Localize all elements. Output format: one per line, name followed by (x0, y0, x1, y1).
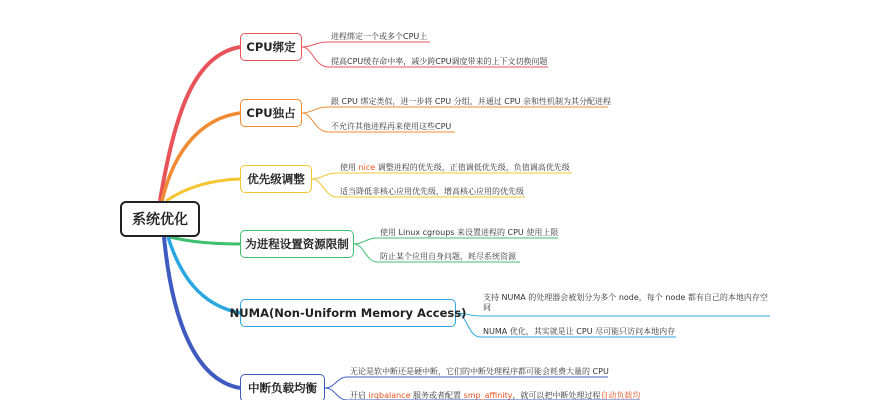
topic-numa[interactable]: NUMA(Non-Uniform Memory Access) (240, 299, 456, 327)
leaf-interrupt-2-post: ，就可以把中断处理过程 (512, 391, 601, 400)
topic-priority[interactable]: 优先级调整 (240, 165, 312, 193)
nice-keyword: nice (358, 163, 376, 172)
leaf-interrupt-1: 无论是软中断还是硬中断，它们的中断处理程序都可能会耗费大量的 CPU (350, 367, 609, 376)
leaf-priority-2: 适当降低非核心应用优先级，增高核心应用的优先级 (340, 187, 524, 196)
leaf-cpu-bind-2: 提高CPU缓存命中率，减少跨CPU调度带来的上下文切换问题 (331, 57, 548, 66)
link-root-priority (166, 179, 240, 201)
leaf-cpu-bind-1: 进程绑定一个或多个CPU上 (331, 32, 428, 41)
leaf-resource-limit-2: 防止某个应用自身问题，耗尽系统资源 (380, 252, 516, 261)
link-root-numa (168, 237, 240, 313)
irqbalance-keyword: irqbalance (368, 391, 411, 400)
link-root-resource-limit (170, 237, 240, 244)
link-resource-limit-leaf-1 (354, 238, 558, 244)
link-root-cpu-bind (160, 47, 240, 201)
link-root-cpu-exclusive (162, 113, 240, 201)
leaf-interrupt-2 (350, 391, 640, 400)
link-numa-leaf-1 (456, 313, 770, 316)
leaf-cpu-exclusive-2: 不允许其他进程再来使用这些CPU (331, 122, 452, 131)
topic-cpu-exclusive[interactable]: CPU独占 (240, 99, 302, 127)
topic-interrupt-balance[interactable]: 中断负载均衡 (240, 374, 325, 400)
leaf-priority-1 (340, 163, 570, 173)
leaf-priority-1-post: 调整进程的优先级，正值调低优先级，负值调高优先级 (375, 163, 570, 172)
link-cpu-bind-leaf-1 (302, 42, 430, 47)
topic-resource-limit[interactable]: 为进程设置资源限制 (240, 230, 354, 258)
link-interrupt-leaf-1 (325, 377, 608, 388)
topic-cpu-bind[interactable]: CPU绑定 (240, 33, 302, 61)
link-priority-leaf-1 (312, 173, 572, 179)
leaf-interrupt-2-pre: 开启 (350, 391, 369, 400)
leaf-numa-2: NUMA 优化，其实就是让 CPU 尽可能只访问本地内存 (483, 327, 676, 336)
leaf-priority-1-pre: 使用 (340, 163, 359, 172)
leaf-cpu-exclusive-1: 跟 CPU 绑定类似，进一步将 CPU 分组，并通过 CPU 亲和性机制为其分配进程 (331, 97, 612, 106)
auto-balance-keyword: 自动负载均 (600, 391, 641, 400)
leaf-numa-1: 支持 NUMA 的处理器会被划分为多个 node，每个 node 都有自己的本地内存空间 (483, 293, 768, 312)
smp-affinity-keyword: smp_affinity (463, 391, 513, 400)
root-topic[interactable]: 系统优化 (120, 201, 200, 237)
link-cpu-exclusive-leaf-1 (302, 107, 608, 113)
leaf-interrupt-2-mid: 服务或者配置 (410, 391, 464, 400)
leaf-resource-limit-1: 使用 Linux cgroups 来设置进程的 CPU 使用上限 (380, 228, 559, 237)
